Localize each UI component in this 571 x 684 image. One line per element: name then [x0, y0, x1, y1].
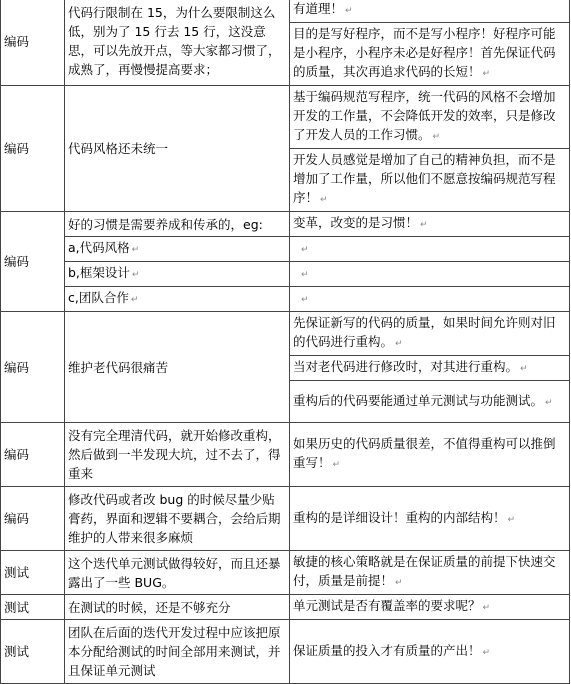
table-row: [1, 595, 570, 620]
issue-subitem: b,框架设计 ↵: [65, 262, 290, 287]
issue-cell: 代码行限制在 15，为什么要限制这么低，别为了 15 行去 15 行，这没意思，可以先放开点，等大家都习惯了，成熟了，再慢慢提高要求；: [65, 0, 290, 86]
issue-cell: 好的习惯是需要养成和传承的，eg:: [65, 212, 290, 237]
response-cell: 先保证新写的代码的质量，如果时间允许则对旧的代码进行重构。 ↵: [290, 312, 570, 356]
table-row: [1, 262, 570, 287]
issue-cell: 这个迭代单元测试做得较好，而且还暴露出了一些 BUG。: [65, 551, 290, 595]
table-row: [1, 212, 570, 237]
response-cell: ↵: [290, 237, 570, 262]
response-cell: 单元测试是否有覆盖率的要求呢？ ↵: [290, 595, 570, 620]
category-cell: 编码: [1, 312, 65, 423]
issue-cell: 维护老代码很痛苦: [65, 312, 290, 423]
response-cell: 保证质量的投入才有质量的产出！ ↵: [290, 620, 570, 684]
response-cell: 当对老代码进行修改时，对其进行重构。 ↵: [290, 356, 570, 381]
response-cell: 基于编码规范写程序，统一代码的风格不会增加开发的工作量，不会降低开发的效率，只是修改了开发人员的工作习惯。 ↵: [290, 86, 570, 149]
issue-subitem: c,团队合作 ↵: [65, 287, 290, 312]
category-cell: 测试: [1, 551, 65, 595]
table-row: [1, 0, 570, 23]
table-row: [1, 237, 570, 262]
table-row: [1, 551, 570, 595]
issue-cell: 修改代码或者改 bug 的时候尽量少贴膏药，界面和逻辑不要耦合，会给后期维护的人带来很多麻烦: [65, 487, 290, 551]
response-cell: ↵: [290, 262, 570, 287]
category-cell: 测试: [1, 595, 65, 620]
category-cell: 编码: [1, 212, 65, 312]
table-row: [1, 620, 570, 684]
response-cell: 敏捷的核心策略就是在保证质量的前提下快速交付，质量是前提！ ↵: [290, 551, 570, 595]
response-cell: 重构的是详细设计！重构的内部结构！ ↵: [290, 487, 570, 551]
table-row: [1, 423, 570, 487]
response-cell: 开发人员感觉是增加了自己的精神负担，而不是增加了工作量，所以他们不愿意按编码规范写程序！ ↵: [290, 149, 570, 212]
table-row: [1, 287, 570, 312]
response-cell: 重构后的代码要能通过单元测试与功能测试。 ↵: [290, 381, 570, 423]
response-cell: 有道理！ ↵: [290, 0, 570, 23]
issue-cell: 在测试的时候，还是不够充分: [65, 595, 290, 620]
issue-cell: 团队在后面的迭代开发过程中应该把原本分配给测试的时间全部用来测试，并且保证单元测试: [65, 620, 290, 684]
table-row: [1, 86, 570, 149]
issue-cell: 代码风格还未统一: [65, 86, 290, 212]
category-cell: 编码: [1, 0, 65, 86]
table-row: [1, 312, 570, 356]
table-row: [1, 487, 570, 551]
category-cell: 编码: [1, 86, 65, 212]
issue-cell: 没有完全理清代码，就开始修改重构，然后做到一半发现大坑，过不去了，得重来: [65, 423, 290, 487]
response-cell: 目的是写好程序，而不是写小程序！好程序可能是小程序，小程序未必是好程序！首先保证代码的质量，其次再追求代码的长短！ ↵: [290, 23, 570, 86]
response-cell: ↵: [290, 287, 570, 312]
response-cell: 变革，改变的是习惯！ ↵: [290, 212, 570, 237]
issue-subitem: a,代码风格 ↵: [65, 237, 290, 262]
category-cell: 测试: [1, 620, 65, 684]
response-cell: 如果历史的代码质量很差，不值得重构可以推倒重写！ ↵: [290, 423, 570, 487]
category-cell: 编码: [1, 487, 65, 551]
category-cell: 编码: [1, 423, 65, 487]
